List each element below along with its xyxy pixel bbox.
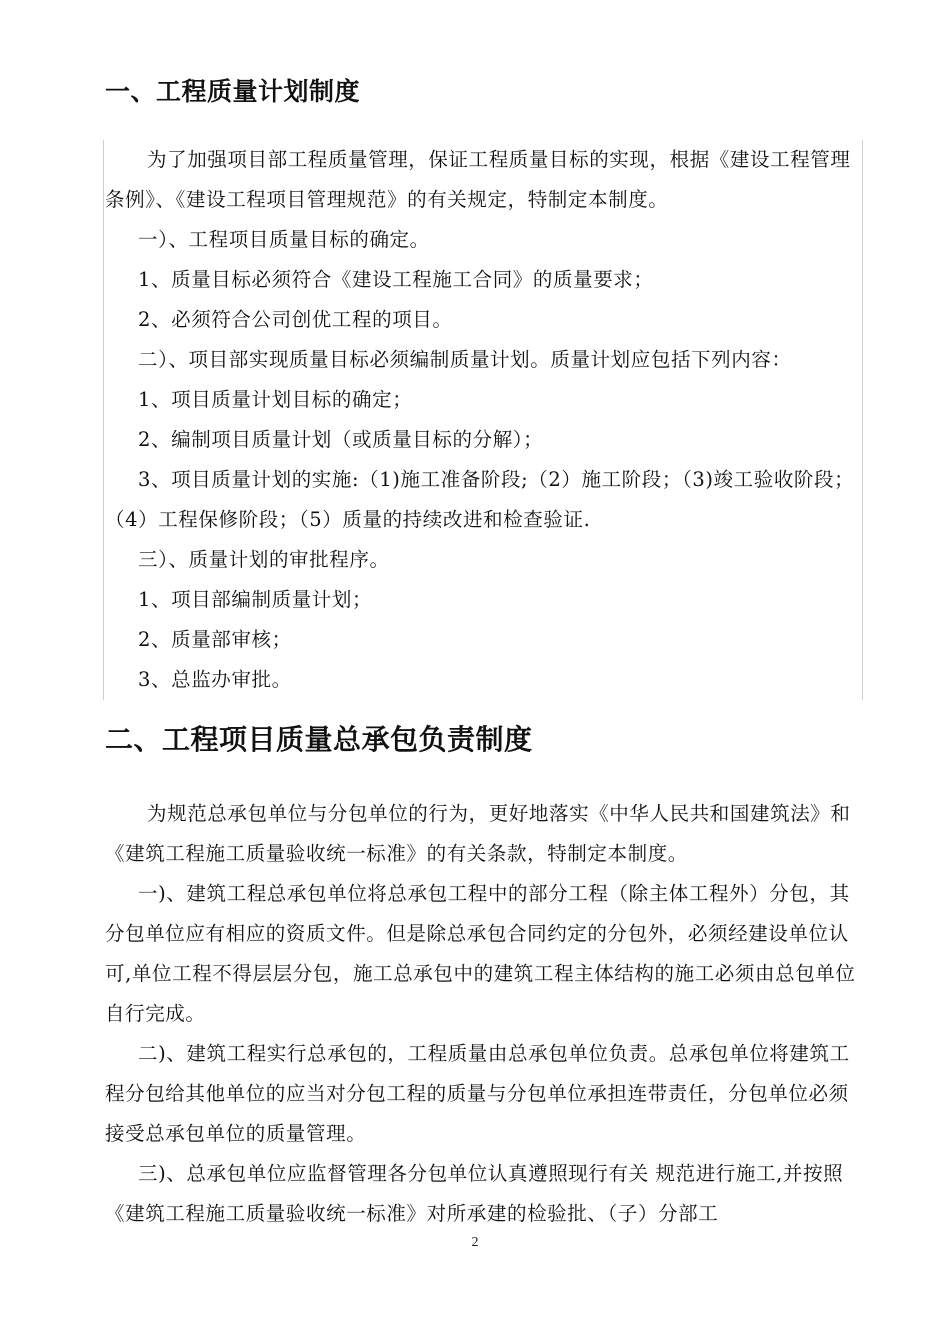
section-1-line: 1、项目质量计划目标的确定；: [138, 388, 413, 411]
section-1-line: 3、总监办审批。: [138, 668, 292, 691]
section-1-line: 二）、项目部实现质量目标必须编制质量计划。质量计划应包括下列内容：: [138, 348, 792, 371]
section-1-line: 2、质量部审核；: [138, 628, 292, 651]
section-2-paragraph: 二)、建筑工程实行总承包的，工程质量由总承包单位负责。总承包单位将建筑工程分包给其他单位的应当对分包工程的质量与分包单位承担连带责任，分包单位必须接受总承包单位的质量管理。: [105, 1042, 850, 1145]
section-1-intro: 为了加强项目部工程质量管理，保证工程质量目标的实现，根据《建设工程管理条例》、《建设工程项目管理规范》的有关规定，特制定本制度。: [105, 148, 851, 211]
section-1-line: 三）、质量计划的审批程序。: [138, 548, 390, 571]
section-1-line: 1、质量目标必须符合《建设工程施工合同》的质量要求；: [138, 268, 654, 291]
section-1-line: 1、项目部编制质量计划；: [138, 588, 373, 611]
section-2-paragraph: 一)、建筑工程总承包单位将总承包工程中的部分工程（除主体工程外）分包，其分包单位应有相应的资质文件。但是除总承包合同约定的分包外，必须经建设单位认可,单位工程不得层层分包，施工总承包中的建筑工程主体结构的施工必须由总包单位自行完成。: [105, 882, 856, 1025]
section-1-line: 2、编制项目质量计划（或质量目标的分解）；: [138, 428, 544, 451]
section-1-line: 3、项目质量计划的实施:（1)施工准备阶段;（2）施工阶段；（3)竣工验收阶段；（4）工程保修阶段；（5）质量的持续改进和检查验证.: [105, 468, 855, 531]
section-1-line: 一）、工程项目质量目标的确定。: [138, 228, 430, 251]
section-2-paragraph: 为规范总承包单位与分包单位的行为，更好地落实《中华人民共和国建筑法》和《建筑工程施工质量验收统一标准》的有关条款，特制定本制度。: [105, 802, 851, 865]
section-1-heading: 一、工程质量计划制度: [105, 77, 361, 106]
page-number: 2: [471, 1235, 479, 1250]
section-2-heading: 二、工程项目质量总承包负责制度: [105, 723, 533, 756]
section-1-line: 2、必须符合公司创优工程的项目。: [138, 308, 453, 331]
section-2-paragraph: 三)、总承包单位应监督管理各分包单位认真遵照现行有关 规范进行施工,并按照《建筑工程施工质量验收统一标准》对所承建的检验批、（子）分部工: [105, 1162, 844, 1225]
